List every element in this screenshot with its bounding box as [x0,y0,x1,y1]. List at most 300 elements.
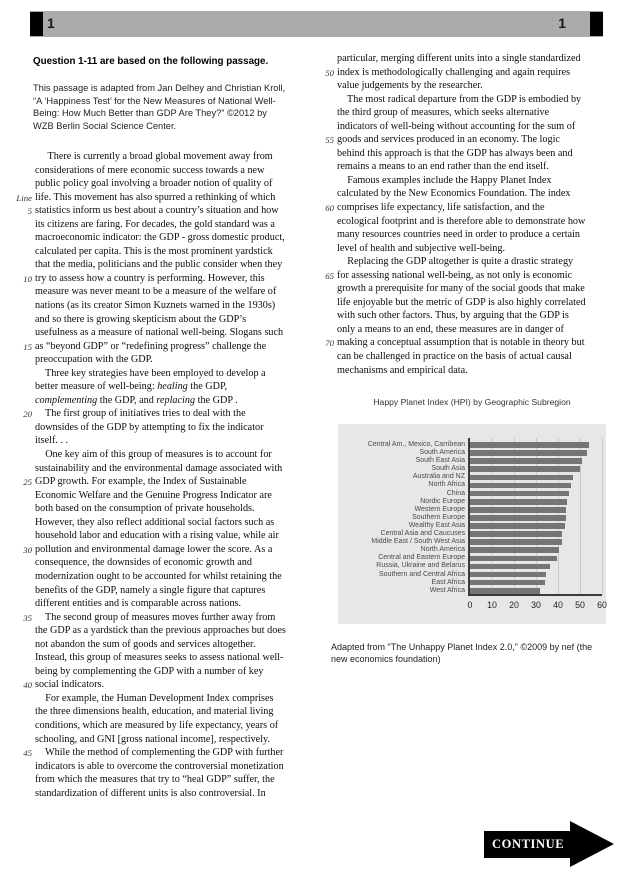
bar [470,588,540,594]
line-number [6,245,35,259]
line-number [308,120,337,134]
line-number: 40 [23,680,32,691]
passage-line [308,255,614,269]
line-number [6,760,35,774]
passage-line-text: Economic Welfare and the Genuine Progress Indicator are [35,489,272,501]
passage-line [6,299,312,313]
line-number: 55 [325,135,334,146]
x-tick-label: 10 [487,600,497,610]
bar-category-label: North Africa [428,481,465,489]
chart-bar-row [338,481,602,489]
passage-line-text: and so there is growing skepticism about the GDP’s [35,313,247,325]
passage-line-text: comprises life expectancy, life satisfaction, and the [337,202,545,214]
gridline [602,438,603,594]
bar [470,531,562,537]
passage-line [308,52,614,66]
passage-line-text: conditions, which are measured by life expectancy, years of [35,719,279,731]
passage-line-text: household labor and education with a rising value, while air [35,530,279,542]
bar [470,572,546,578]
passage-line [6,462,312,476]
passage-line-text: particular, merging different units into a single standardized [337,53,581,64]
line-number [6,285,35,299]
passage-line-text: with such other factors. Thus, by arguing that the GDP is [337,310,569,322]
section-number-right: 1 [558,15,566,31]
passage-line [6,638,312,652]
chart-caption-line: new economics foundation) [331,654,441,665]
passage-line-text: indicators of well-being without accounting for the sum of [337,120,576,132]
chart-bar-row [338,506,602,514]
passage-line-text: The first group of initiatives tries to deal with the [35,408,246,420]
bar-category-label: South America [419,449,465,457]
passage-line-text: modernization ought to be accounted for whilst retaining the [35,570,282,582]
chart-bar-row [338,465,602,473]
bar-category-label: West Africa [429,586,465,594]
line-number [6,502,35,516]
line-number [6,434,35,448]
line-number: 10 [23,273,32,284]
passage-line [308,93,614,107]
line-number: 65 [325,270,334,281]
x-tick-label: 60 [597,600,607,610]
passage-line-text: GDP growth. For example, the Index of Sustainable [35,476,247,488]
line-number [6,299,35,313]
passage-line-text: index is methodologically challenging and again requires [337,66,571,78]
passage-line-text: level of health and subjective well-being. [337,242,506,254]
bar-category-label: East Africa [431,578,465,586]
passage-line [6,651,312,665]
passage-line [6,502,312,516]
passage-line [6,489,312,503]
line-number [6,692,35,706]
passage-line [6,313,312,327]
question-range-heading: Question 1-11 are based on the following passage. [33,56,269,67]
passage-line-text: nations (as its creator Simon Kuznets warned in the 1930s) [35,300,276,312]
passage-line [6,787,312,801]
passage-line-text: The second group of measures moves further away from [35,611,276,623]
passage-line [6,285,312,299]
continue-label[interactable]: CONTINUE [484,831,570,858]
line-number [6,584,35,598]
bar-category-label: South Asia [431,465,465,473]
passage-line [6,394,312,408]
bar-category-label: South East Asia [415,457,465,465]
passage-line [6,448,312,462]
line-number [308,187,337,201]
section-number-left: 1 [47,15,55,31]
source-note-line: Being: How Much Better than GDP Are They?” ©2012 by [33,108,267,119]
line-number: 5 [27,206,32,217]
passage-line-text: The most radical departure from the GDP is embodied by [337,93,582,105]
passage-line [6,164,312,178]
chart-bar-row [338,562,602,570]
line-number: 30 [23,544,32,555]
chart-caption-line: Adapted from "The Unhappy Planet Index 2.0," ©2009 by nef (the [331,642,593,652]
passage-line [6,326,312,340]
passage-line [308,187,614,201]
passage-line [308,79,614,93]
passage-line-text: value judgements by the researcher. [337,80,483,92]
passage-line-text: considerations of mere economic success towards a new [35,164,265,176]
bar [470,547,559,553]
bar-category-label: China [446,489,465,497]
passage-line-text: social indicators. [35,679,105,691]
bar-category-label: Western Europe [414,505,465,513]
passage-line-text: the three dimensions health, education, and material living [35,706,274,718]
passage-line-text: sustainability and the environmental damage associated with [35,462,283,474]
passage-line [308,201,614,215]
source-note-line: WZB Berlin Social Science Center. [33,120,177,131]
line-number [308,52,337,66]
passage-line [6,584,312,598]
passage-line-text: life enjoyable but the metric of GDP is also highly correlated [337,296,586,308]
passage-line-text: consequence, the downsides of economic growth and [35,557,252,569]
source-note-line: “A ‘Happiness Test’ for the New Measures of National Well- [33,95,276,106]
passage-line [308,309,614,323]
chart-bar-row [338,514,602,522]
line-number [6,394,35,408]
line-number [6,489,35,503]
passage-column-right [308,52,614,377]
bar [470,580,545,586]
line-number [308,296,337,310]
bar [470,491,569,497]
line-number [6,733,35,747]
x-tick-label: 20 [509,600,519,610]
line-number: 45 [23,748,32,759]
passage-line [308,228,614,242]
passage-line-text: While the method of complementing the GDP with further [35,747,284,759]
passage-line-text: measure was never meant to be a measure of the welfare of [35,286,277,298]
bar [470,539,562,545]
passage-line-text: different entities and is comparable across nations. [35,598,242,610]
line-number [6,773,35,787]
line-number [6,150,35,164]
line-number [308,282,337,296]
passage-line-text: pollution and environmental damage lower the score. As a [35,543,273,555]
passage-line [308,160,614,174]
passage-line-text: growth a prerequisite for many of the social goods that make [337,283,585,295]
bar-category-label: North America [420,546,465,554]
line-number [308,174,337,188]
source-note-line: This passage is adapted from Jan Delhey and Christian Kroll, [33,83,286,93]
bar [470,450,587,456]
continue-arrow-icon [570,821,614,867]
line-number: 20 [23,409,32,420]
line-number [6,638,35,652]
passage-line [6,204,312,218]
passage-line-text: as “beyond GDP” or “redefining progress” challenge the [35,340,267,352]
line-number: 50 [325,67,334,78]
passage-line [6,678,312,692]
passage-line [6,218,312,232]
bar [470,483,571,489]
chart-bar-row [338,554,602,562]
passage-line-text: There is currently a broad global movement away from [35,151,273,162]
bar-category-label: Central Asia and Caucuses [380,530,465,538]
passage-line-text: calculated per capita. This is the most prominent yardstick [35,245,273,257]
chart-bar-row [338,538,602,546]
passage-line-text: only a means to an end, these measures are in danger of [337,323,564,335]
bar [470,442,589,448]
passage-line-text: schooling, and GNI [gross national income], respectively. [35,733,271,745]
passage-line [6,353,312,367]
passage-line [6,733,312,747]
bar [470,556,557,562]
passage-source-note [33,82,318,132]
line-number [6,516,35,530]
line-number [308,147,337,161]
line-number: Line [16,192,32,203]
bar [470,515,566,521]
passage-line [6,760,312,774]
section-header-bar [30,11,603,37]
line-number [308,215,337,229]
passage-line [308,350,614,364]
line-number [6,570,35,584]
continue-button[interactable] [484,821,614,867]
line-number [6,326,35,340]
chart-source-caption [331,641,609,665]
passage-line [6,150,312,164]
passage-line [308,133,614,147]
chart-bar-row [338,546,602,554]
passage-line-text: calculated by the New Economics Foundation. The index [337,188,571,200]
chart-bar-row [338,579,602,587]
bar [470,523,565,529]
passage-line [308,296,614,310]
bar-category-label: Southern and Central Africa [379,570,465,578]
passage-line-text: preoccupation with the GDP. [35,354,153,366]
line-number [308,242,337,256]
passage-line [6,692,312,706]
passage-line [308,364,614,378]
passage-line-text: from which the measures that try to “heal GDP” suffer, the [35,774,275,786]
chart-bar-row [338,473,602,481]
bar [470,499,567,505]
bar [470,466,580,472]
bar-category-label: Middle East / South West Asia [371,538,465,546]
line-number [6,665,35,679]
passage-line [6,367,312,381]
passage-line-text: not abandon the sum of goods and services altogether. [35,638,256,650]
line-number [6,258,35,272]
passage-line-text: the GDP as a yardstick than the previous approaches but does [35,625,286,637]
line-number [308,160,337,174]
bar-category-label: Nordic Europe [420,497,465,505]
bar-category-label: Russia, Ukraine and Belarus [376,562,465,570]
passage-line [6,245,312,259]
chart-title: Happy Planet Index (HPI) by Geographic Subregion [373,397,571,407]
line-number [6,462,35,476]
bar-category-label: Southern Europe [412,513,465,521]
passage-line-text: public policy goal involving a broader notion of quality of [35,178,273,190]
passage-line-text: can be challenged in practice on the basis of actual causal [337,351,572,363]
passage-line [6,191,312,205]
passage-line [6,516,312,530]
passage-line [6,624,312,638]
x-tick-label: 0 [467,600,473,610]
passage-line [308,120,614,134]
passage-line [6,434,312,448]
line-number [308,228,337,242]
passage-line-text: many resources countries need in order to produce a certain [337,229,580,241]
line-number [308,364,337,378]
passage-line [6,380,312,394]
passage-line-text: for assessing national well-being, as not only is economic [337,269,573,281]
passage-line [6,556,312,570]
passage-line-text: ecological footprint and is therefore able to demonstrate how [337,215,586,227]
passage-line [6,177,312,191]
line-number: 70 [325,338,334,349]
passage-line [6,529,312,543]
passage-line-text: macroeconomic indicator: the GDP - gross domestic product, [35,232,285,244]
x-tick-label: 30 [531,600,541,610]
passage-line [6,746,312,760]
chart-bar-row [338,530,602,538]
passage-line [6,570,312,584]
passage-line-text: mechanisms and empirical data. [337,364,468,376]
line-number [308,255,337,269]
passage-line-text: making a conceptual assumption that is notable in theory but [337,337,585,349]
line-number: 60 [325,203,334,214]
chart-bar-row [338,457,602,465]
passage-line [6,543,312,557]
line-number [6,313,35,327]
bar-category-label: Central and Eastern Europe [378,554,465,562]
passage-line [6,421,312,435]
line-number [6,218,35,232]
passage-line-text: itself. . . [35,435,69,447]
line-number [6,597,35,611]
passage-line-text: However, they also reflect additional social factors such as [35,516,275,528]
passage-line [308,66,614,80]
line-number [308,93,337,107]
passage-line [6,272,312,286]
header-left-black-cap [30,12,43,36]
x-tick-label: 40 [553,600,563,610]
passage-line-text: downsides of the GDP by attempting to fix the indicator [35,421,264,433]
line-number [308,106,337,120]
passage-line-text: better measure of well-being: healing the GDP, [35,381,228,393]
line-number [308,309,337,323]
line-number [6,556,35,570]
chart-bar-row [338,490,602,498]
chart-bar-row [338,587,602,595]
bar [470,507,566,513]
passage-line [6,705,312,719]
passage-line [6,407,312,421]
bar [470,475,573,481]
passage-line-text: remains a means to an end rather than the end itself. [337,161,549,173]
passage-line-text: benefits of the GDP, namely a single figure that captures [35,584,266,596]
passage-line [308,336,614,350]
chart-bar-row [338,571,602,579]
line-number [6,421,35,435]
passage-line-text: Famous examples include the Happy Planet Index [337,174,552,186]
passage-line-text: being by complementing the GDP with a number of key [35,665,264,677]
bar-category-label: Central Am., Mexico, Carribean [367,441,465,448]
bar [470,458,582,464]
line-number [6,529,35,543]
passage-line-text: For example, the Human Development Index comprises [35,692,274,704]
passage-line-text: goods and services produced in an economy. The logic [337,134,560,146]
chart-bars [338,441,602,595]
passage-line [6,475,312,489]
passage-line-text: its citizens are faring. For decades, the gold standard was a [35,218,275,230]
line-number: 35 [23,612,32,623]
line-number [6,787,35,801]
passage-line-text: usefulness as a measure of national well-being. Slogans such [35,327,284,339]
passage-line [6,611,312,625]
chart-x-axis [467,600,607,614]
passage-line [308,282,614,296]
hpi-bar-chart [338,424,606,624]
passage-line-text: Replacing the GDP altogether is quite a drastic strategy [337,256,574,268]
line-number [308,323,337,337]
chart-bar-row [338,449,602,457]
bar [470,564,550,570]
chart-bar-row [338,522,602,530]
passage-line [6,773,312,787]
line-number [6,624,35,638]
line-number [6,367,35,381]
passage-line [308,147,614,161]
passage-line [308,174,614,188]
passage-line [6,340,312,354]
chart-bar-row [338,498,602,506]
x-tick-label: 50 [575,600,585,610]
passage-line-text: both based on the consumption of private households. [35,503,255,515]
bar-category-label: Australia and NZ [412,473,465,481]
passage-column-left [6,150,312,800]
bar-category-label: Wealthy East Asia [408,521,465,529]
line-number [6,380,35,394]
passage-line-text: the third group of measures, which seeks alternative [337,107,550,119]
passage-line-text: complementing the GDP, and replacing the GDP . [35,394,238,406]
passage-line-text: try to assess how a country is performing. However, this [35,272,265,284]
line-number [6,448,35,462]
line-number [6,231,35,245]
line-number [6,164,35,178]
chart-bar-row [338,441,602,449]
line-number [308,79,337,93]
passage-line [308,269,614,283]
passage-line-text: life. This movement has also spurred a rethinking of which [35,191,276,203]
line-number [6,705,35,719]
line-number [6,353,35,367]
passage-line-text: Three key strategies have been employed to develop a [35,367,266,379]
passage-line [308,215,614,229]
passage-line-text: One key aim of this group of measures is to account for [35,449,272,461]
passage-line [6,231,312,245]
line-number [6,177,35,191]
header-right-black-cap [590,12,603,36]
passage-line [6,719,312,733]
passage-line-text: indicators is able to overcome the controversial monetization [35,760,284,772]
passage-line-text: behind this approach is that the GDP has always been and [337,147,573,159]
passage-line-text: standardization of different units is also controversial. In [35,787,266,799]
line-number [6,651,35,665]
line-number: 15 [23,341,32,352]
passage-line [308,106,614,120]
passage-line-text: that the media, politicians and the public consider when they [35,259,283,271]
line-number [308,350,337,364]
passage-line [6,665,312,679]
line-number: 25 [23,477,32,488]
passage-line [6,597,312,611]
line-number [6,719,35,733]
passage-line-text: statistics inform us best about a country’s situation and how [35,205,279,217]
